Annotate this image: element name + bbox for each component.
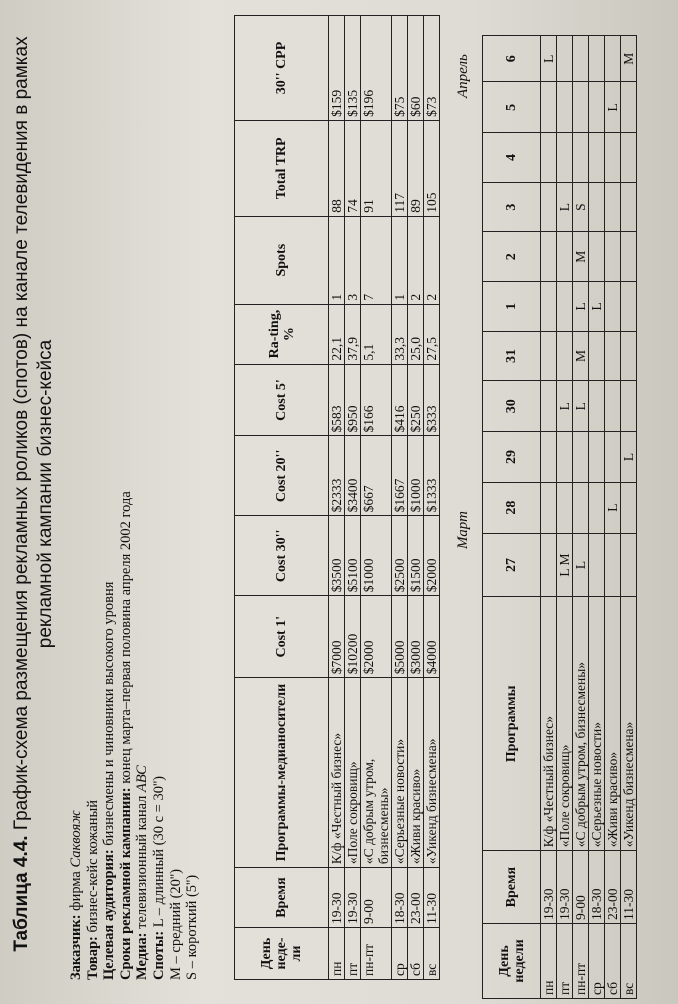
- spot-marker: [605, 36, 621, 82]
- schedule-row: [573, 36, 589, 999]
- table-cell: К/ф «Честный бизнес»: [329, 678, 345, 868]
- schedule-cell: «Поле сокровищ»: [557, 597, 573, 851]
- table-cell: $3400: [345, 436, 361, 516]
- column-header: Cost 20'': [235, 436, 329, 516]
- table-cell: пт: [345, 928, 361, 980]
- spot-marker: [541, 282, 557, 332]
- spot-marker: [557, 36, 573, 82]
- table-cell: $4000: [424, 596, 440, 678]
- table-cell: $950: [345, 364, 361, 436]
- column-header: Spots: [235, 216, 329, 304]
- spot-marker: [573, 482, 589, 533]
- schedule-cell: 9-00: [573, 851, 589, 924]
- spot-marker: [621, 381, 637, 432]
- schedule-column-header: 6: [483, 36, 541, 82]
- table-cell: $416: [392, 364, 408, 436]
- schedule-column-header: 31: [483, 331, 541, 381]
- table-cell: $333: [424, 364, 440, 436]
- spots-line-short: S – короткий (5''): [184, 874, 201, 980]
- spot-marker: M: [621, 36, 637, 82]
- schedule-column-header: 3: [483, 182, 541, 232]
- spot-marker: [589, 182, 605, 232]
- table-cell: [376, 436, 392, 516]
- table-cell: $166: [361, 364, 377, 436]
- table-cell: 33,3: [392, 304, 408, 364]
- schedule-row: [589, 36, 605, 999]
- spot-marker: [557, 282, 573, 332]
- schedule-column-header: 4: [483, 133, 541, 183]
- client-line: Заказчик: фирма Саквояж: [68, 810, 84, 980]
- table-cell: 2: [424, 216, 440, 304]
- spot-marker: [589, 232, 605, 282]
- table-cell: [376, 364, 392, 436]
- spot-marker: [541, 82, 557, 133]
- table-caption: [10, 14, 58, 974]
- spot-marker: [589, 432, 605, 483]
- schedule-cell: 19-30: [541, 851, 557, 924]
- table-cell: 11-30: [424, 868, 440, 928]
- spot-marker: L: [557, 182, 573, 232]
- spot-marker: [621, 533, 637, 597]
- schedule-cell: 19-30: [557, 851, 573, 924]
- table-cell: $10200: [345, 596, 361, 678]
- column-header: Ra-ting, %: [235, 304, 329, 364]
- table-cell: $3500: [329, 516, 345, 596]
- table-cell: $7000: [329, 596, 345, 678]
- spot-marker: [557, 482, 573, 533]
- spot-marker: [557, 82, 573, 133]
- table-cell: 37,9: [345, 304, 361, 364]
- table-cell: 74: [345, 120, 361, 216]
- table-row: [345, 16, 361, 980]
- schedule-column-header: 1: [483, 282, 541, 332]
- spot-marker: [557, 133, 573, 183]
- table-cell: $60: [408, 16, 424, 121]
- table-cell: 18-30: [392, 868, 408, 928]
- spot-marker: [589, 533, 605, 597]
- spot-marker: [605, 282, 621, 332]
- schedule-header-row: [483, 36, 541, 999]
- schedule-column-header: 29: [483, 432, 541, 483]
- table-cell: $3000: [408, 596, 424, 678]
- table-row: [408, 16, 424, 980]
- table-cell: [376, 516, 392, 596]
- spot-marker: [589, 36, 605, 82]
- table-cell: $196: [361, 16, 377, 121]
- schedule-cell: пн: [541, 924, 557, 999]
- table-cell: $1000: [361, 516, 377, 596]
- table-cell: 88: [329, 120, 345, 216]
- table-cell: «Поле сокровищ»: [345, 678, 361, 868]
- spot-marker: [541, 133, 557, 183]
- schedule-column-header: 5: [483, 82, 541, 133]
- table-cell: $5100: [345, 516, 361, 596]
- table-cell: [376, 216, 392, 304]
- spot-marker: [589, 82, 605, 133]
- table-cell: 9-00: [361, 868, 377, 928]
- spot-marker: [589, 133, 605, 183]
- table-row: [376, 16, 392, 980]
- spot-marker: [605, 232, 621, 282]
- table-cell: [376, 868, 392, 928]
- table-cell: бизнесмены»: [376, 678, 392, 868]
- spot-marker: L: [557, 381, 573, 432]
- schedule-cell: вс: [621, 924, 637, 999]
- table-cell: $250: [408, 364, 424, 436]
- schedule-cell: ср: [589, 924, 605, 999]
- spot-marker: [605, 331, 621, 381]
- table-cell: $2000: [361, 596, 377, 678]
- spot-marker: [621, 482, 637, 533]
- table-cell: 27,5: [424, 304, 440, 364]
- spot-marker: L: [605, 82, 621, 133]
- schedule-cell: «Уикенд бизнесмена»: [621, 597, 637, 851]
- table-header-row: [235, 16, 329, 980]
- table-cell: «Серьезные новости»: [392, 678, 408, 868]
- spot-marker: M: [573, 232, 589, 282]
- schedule-row: [541, 36, 557, 999]
- spot-marker: [605, 133, 621, 183]
- schedule-column-header: 30: [483, 381, 541, 432]
- table-cell: 22,1: [329, 304, 345, 364]
- table-cell: 2: [408, 216, 424, 304]
- caption-label: Таблица 4.4.: [11, 835, 32, 952]
- table-cell: $2000: [424, 516, 440, 596]
- spot-marker: [541, 381, 557, 432]
- column-header: Cost 30'': [235, 516, 329, 596]
- spot-marker: L: [541, 36, 557, 82]
- table-cell: 1: [329, 216, 345, 304]
- table-cell: [376, 16, 392, 121]
- spot-marker: [621, 133, 637, 183]
- spots-line-medium: М – средний (20''): [167, 869, 184, 980]
- spot-marker: L: [573, 533, 589, 597]
- table-cell: 105: [424, 120, 440, 216]
- table-cell: $75: [392, 16, 408, 121]
- spot-marker: [541, 482, 557, 533]
- table-cell: [376, 120, 392, 216]
- media-line: Медиа: телевизионный канал АВС: [134, 765, 151, 980]
- schedule-row: [557, 36, 573, 999]
- table-cell: $5000: [392, 596, 408, 678]
- spot-marker: [589, 381, 605, 432]
- column-header: День неде-ли: [235, 928, 329, 980]
- table-cell: $2333: [329, 436, 345, 516]
- table-cell: 3: [345, 216, 361, 304]
- spot-marker: S: [573, 182, 589, 232]
- table-cell: ср: [392, 928, 408, 980]
- table-cell: 1: [392, 216, 408, 304]
- schedule-cell: 23-00: [605, 851, 621, 924]
- spot-marker: L: [589, 282, 605, 332]
- spot-marker: [605, 533, 621, 597]
- spot-marker: L: [573, 381, 589, 432]
- campaign-info: [68, 491, 201, 980]
- table-cell: $1667: [392, 436, 408, 516]
- table-cell: $1000: [408, 436, 424, 516]
- spot-marker: [573, 82, 589, 133]
- spot-marker: [621, 82, 637, 133]
- table-row: [329, 16, 345, 980]
- table-cell: $135: [345, 16, 361, 121]
- table-cell: $667: [361, 436, 377, 516]
- dates-line: Сроки рекламной кампании: конец марта–первая половина апреля 2002 года: [117, 491, 134, 980]
- schedule-table: [482, 35, 637, 999]
- table-cell: «Уикенд бизнесмена»: [424, 678, 440, 868]
- schedule-cell: 11-30: [621, 851, 637, 924]
- table-cell: 91: [361, 120, 377, 216]
- schedule-column-header: 2: [483, 232, 541, 282]
- table-cell: $1333: [424, 436, 440, 516]
- table-cell: $2500: [392, 516, 408, 596]
- table-cell: пн-пт: [361, 928, 377, 980]
- spot-marker: [573, 432, 589, 483]
- table-cell: 89: [408, 120, 424, 216]
- spot-marker: [541, 232, 557, 282]
- product-line: Товар: бизнес-кейс кожаный: [84, 799, 101, 980]
- spot-marker: [605, 182, 621, 232]
- spot-marker: [541, 182, 557, 232]
- table-cell: 25,0: [408, 304, 424, 364]
- month-label-april: Апрель: [455, 54, 471, 98]
- schedule-cell: К/ф «Честный бизнес»: [541, 597, 557, 851]
- table-cell: 117: [392, 120, 408, 216]
- spot-marker: L: [573, 282, 589, 332]
- schedule-cell: сб: [605, 924, 621, 999]
- spot-marker: [589, 482, 605, 533]
- spot-marker: [573, 36, 589, 82]
- spot-marker: [557, 232, 573, 282]
- table-cell: [376, 928, 392, 980]
- spot-marker: [541, 432, 557, 483]
- schedule-column-header: 27: [483, 533, 541, 597]
- column-header: Cost 5': [235, 364, 329, 436]
- spots-line: Споты: L – длинный (30 с = 30''): [150, 775, 167, 980]
- table-cell: $583: [329, 364, 345, 436]
- column-header: Время: [235, 868, 329, 928]
- table-cell: 5,1: [361, 304, 377, 364]
- column-header: Total TRP: [235, 120, 329, 216]
- column-header: Программы-медианосители: [235, 678, 329, 868]
- table-cell: «Живи красиво»: [408, 678, 424, 868]
- table-cell: [376, 304, 392, 364]
- table-cell: 7: [361, 216, 377, 304]
- schedule-column-header: 28: [483, 482, 541, 533]
- table-row: [424, 16, 440, 980]
- schedule-row: [621, 36, 637, 999]
- spot-marker: [573, 133, 589, 183]
- spot-marker: [621, 282, 637, 332]
- spot-marker: [557, 432, 573, 483]
- table-cell: [376, 596, 392, 678]
- month-label-march: Март: [455, 511, 471, 549]
- spot-marker: [557, 331, 573, 381]
- table-cell: $73: [424, 16, 440, 121]
- schedule-cell: «Серьезные новости»: [589, 597, 605, 851]
- table-row: [361, 16, 377, 980]
- spot-marker: [621, 331, 637, 381]
- spot-marker: L M: [557, 533, 573, 597]
- spot-marker: M: [573, 331, 589, 381]
- table-cell: 19-30: [345, 868, 361, 928]
- spot-marker: [605, 381, 621, 432]
- spot-marker: [621, 182, 637, 232]
- caption-text: График-схема размещения рекламных роликов (спотов) на канале телевидения в рамках рекламной кампании бизнес-кейса: [11, 36, 56, 831]
- schedule-cell: «Живи красиво»: [605, 597, 621, 851]
- schedule-cell: пт: [557, 924, 573, 999]
- spot-marker: L: [621, 432, 637, 483]
- audience-line: Целевая аудитория: бизнесмены и чиновники высокого уровня: [101, 581, 118, 980]
- schedule-cell: «С добрым утром, бизнесмены»: [573, 597, 589, 851]
- column-header: Cost 1': [235, 596, 329, 678]
- table-cell: «С добрым утром,: [361, 678, 377, 868]
- media-plan-table: [234, 15, 440, 980]
- spot-marker: [605, 432, 621, 483]
- table-row: [392, 16, 408, 980]
- spot-marker: [621, 232, 637, 282]
- table-cell: 19-30: [329, 868, 345, 928]
- table-cell: пн: [329, 928, 345, 980]
- table-cell: сб: [408, 928, 424, 980]
- schedule-cell: пн-пт: [573, 924, 589, 999]
- table-cell: $1500: [408, 516, 424, 596]
- table-cell: $159: [329, 16, 345, 121]
- spot-marker: L: [605, 482, 621, 533]
- spot-marker: [589, 331, 605, 381]
- table-cell: 23-00: [408, 868, 424, 928]
- schedule-column-header: Программы: [483, 597, 541, 851]
- table-cell: вс: [424, 928, 440, 980]
- schedule-column-header: Время: [483, 851, 541, 924]
- spot-marker: [541, 533, 557, 597]
- schedule-column-header: День недели: [483, 924, 541, 999]
- schedule-cell: 18-30: [589, 851, 605, 924]
- column-header: 30'' CPP: [235, 16, 329, 121]
- schedule-row: [605, 36, 621, 999]
- spot-marker: [541, 331, 557, 381]
